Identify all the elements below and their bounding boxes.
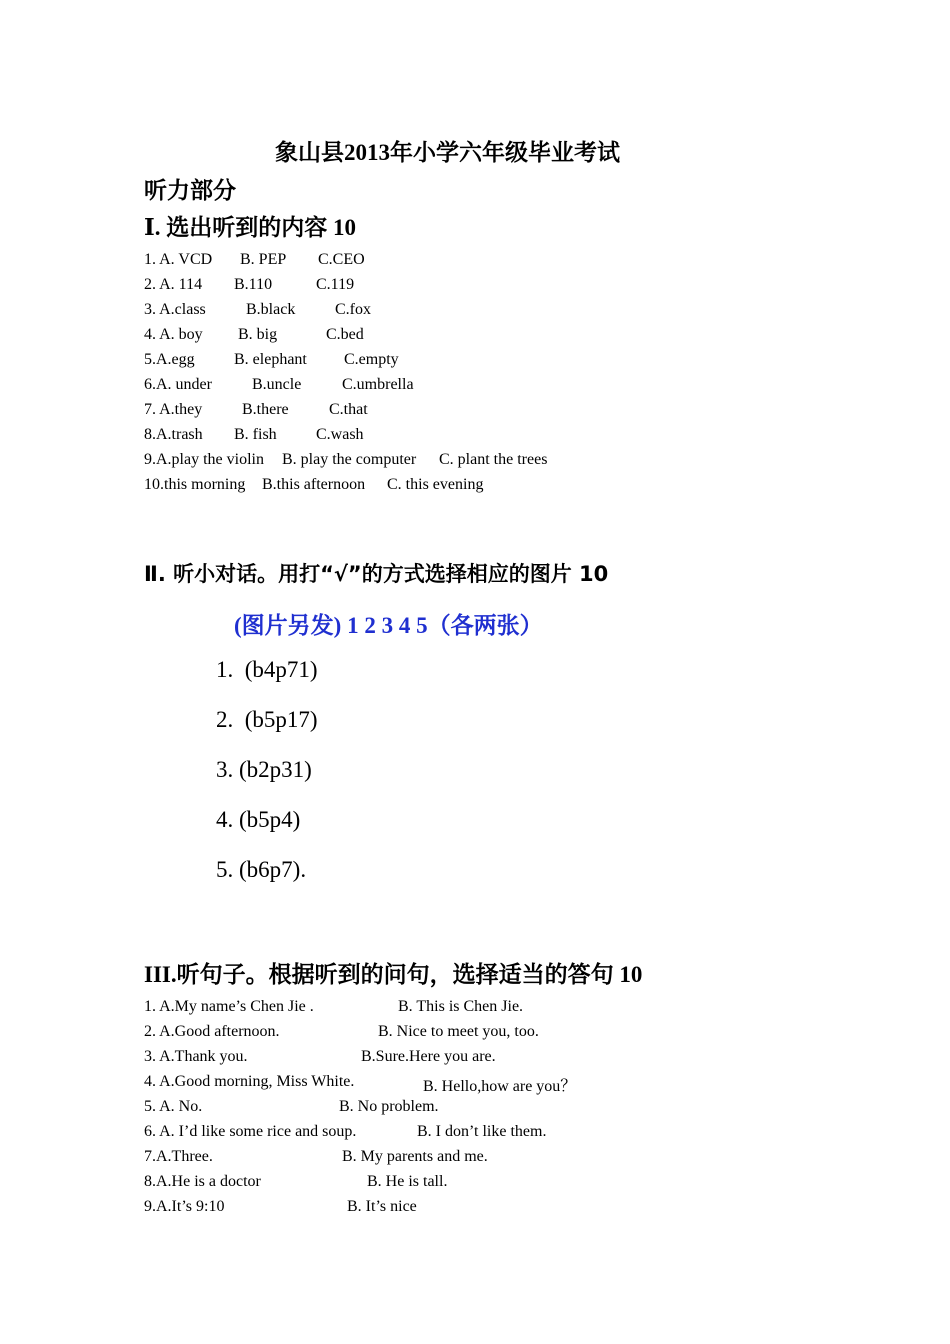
option-a: 9.A.play the violin	[144, 451, 264, 468]
option-c: C.119	[316, 276, 355, 293]
answer-b: B. He is tall.	[367, 1173, 448, 1190]
option-b: B. fish	[234, 426, 277, 443]
option-a: 1. A. VCD	[144, 251, 213, 268]
answer-a: 6. A. I’d like some rice and soup.	[144, 1123, 357, 1140]
answer-a: 9.A.It’s 9:10	[144, 1198, 225, 1215]
answer-b: B. Hello,how are you？	[423, 1078, 577, 1095]
option-c: C.bed	[326, 326, 364, 343]
answer-b: B. It’s nice	[347, 1198, 417, 1215]
answer-b: B. My parents and me.	[342, 1148, 488, 1165]
answer-a: 8.A.He is a doctor	[144, 1173, 261, 1190]
exam-title: 象山县2013年小学六年级毕业考试	[275, 140, 620, 165]
picture-item: 3. (b2p31)	[216, 757, 312, 782]
option-b: B.black	[246, 301, 296, 318]
option-b: B.uncle	[252, 376, 302, 393]
option-c: C.wash	[316, 426, 364, 443]
option-a: 6.A. under	[144, 376, 212, 393]
answer-a: 7.A.Three.	[144, 1148, 213, 1165]
option-a: 4. A. boy	[144, 326, 203, 343]
option-b: B.110	[234, 276, 273, 293]
option-a: 3. A.class	[144, 301, 206, 318]
option-b: B. PEP	[240, 251, 287, 268]
option-a: 7. A.they	[144, 401, 203, 418]
option-c: C.that	[329, 401, 368, 418]
option-a: 10.this morning	[144, 476, 246, 493]
option-a: 5.A.egg	[144, 351, 195, 368]
option-c: C.fox	[335, 301, 371, 318]
answer-b: B.Sure.Here you are.	[361, 1048, 496, 1065]
picture-item: 4. (b5p4)	[216, 807, 301, 832]
section1-heading: Ⅰ. 选出听到的内容 10	[144, 215, 357, 240]
option-c: C. plant the trees	[439, 451, 548, 468]
part-heading: 听力部分	[144, 178, 236, 203]
answer-a: 1. A.My name’s Chen Jie .	[144, 998, 314, 1015]
option-b: B.there	[242, 401, 289, 418]
option-a: 8.A.trash	[144, 426, 203, 443]
picture-item: 2. (b5p17)	[216, 707, 318, 732]
answer-b: B. I don’t like them.	[417, 1123, 547, 1140]
option-a: 2. A. 114	[144, 276, 203, 293]
option-b: B.this afternoon	[262, 476, 366, 493]
answer-a: 2. A.Good afternoon.	[144, 1023, 280, 1040]
picture-item: 5. (b6p7).	[216, 857, 307, 882]
section2-note: (图片另发) 1 2 3 4 5（各两张）	[234, 613, 543, 638]
answer-a: 3. A.Thank you.	[144, 1048, 248, 1065]
answer-a: 5. A. No.	[144, 1098, 203, 1115]
answer-a: 4. A.Good morning, Miss White.	[144, 1073, 355, 1090]
section3-heading: III.听句子。根据听到的问句，选择适当的答句 10	[144, 962, 643, 987]
option-c: C.CEO	[318, 251, 365, 268]
option-b: B. play the computer	[282, 451, 417, 468]
option-b: B. elephant	[234, 351, 307, 368]
option-c: C. this evening	[387, 476, 484, 493]
option-b: B. big	[238, 326, 278, 343]
option-c: C.umbrella	[342, 376, 414, 393]
picture-item: 1. (b4p71)	[216, 657, 318, 682]
answer-b: B. This is Chen Jie.	[398, 998, 524, 1015]
option-c: C.empty	[344, 351, 399, 368]
answer-b: B. Nice to meet you, too.	[378, 1023, 539, 1040]
section2-heading: Ⅱ. 听小对话。用打“√”的方式选择相应的图片 10	[144, 562, 609, 586]
answer-b: B. No problem.	[339, 1098, 439, 1115]
